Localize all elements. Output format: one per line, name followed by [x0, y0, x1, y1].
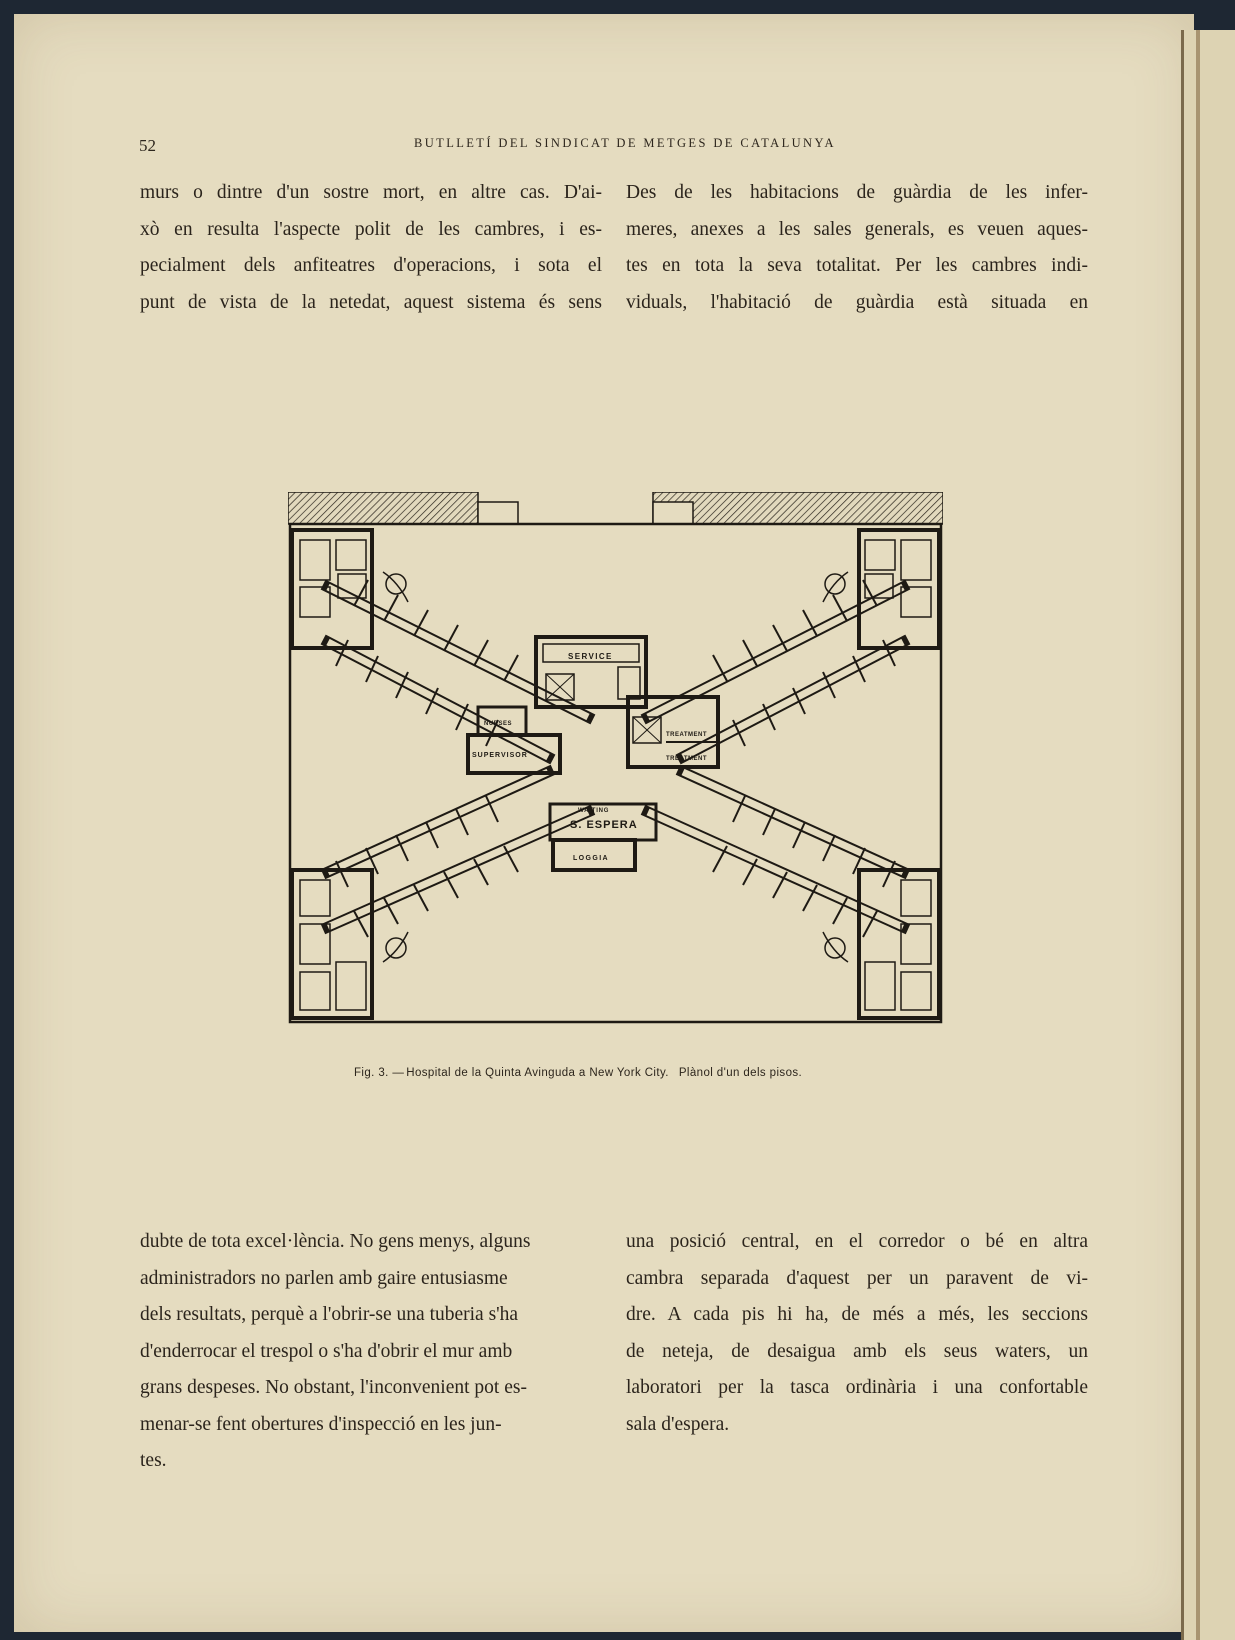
text-line: tes en tota la seva totalitat. Per les cambres indi-	[626, 255, 1088, 276]
label-loggia: LOGGIA	[573, 855, 610, 862]
entrance-notch	[478, 502, 518, 524]
page-number: 52	[139, 136, 156, 155]
street-strip-left	[288, 492, 478, 524]
text-line: dels resultats, perquè a l'obrir-se una tuberia s'ha	[140, 1304, 519, 1325]
label-waiting: WAITING	[578, 808, 610, 814]
text-line: xò en resulta l'aspecte polit de les cambres, i es-	[140, 218, 602, 240]
text-line: dre. A cada pis hi ha, de més a més, les seccions	[626, 1304, 1088, 1325]
facing-page-edge	[1181, 30, 1235, 1640]
label-treatment-2: TREATMENT	[666, 756, 708, 762]
text-line: laboratori per la tasca ordinària i una confortable	[626, 1377, 1088, 1398]
pavilion-details	[300, 540, 931, 1010]
text-line: Des de les habitacions de guàrdia de les infer-	[626, 182, 1088, 203]
text-line: meres, anexes a les sales generals, es veuen aques-	[626, 218, 1088, 240]
text-line: grans despeses. No obstant, l'inconvenient pot es-	[140, 1377, 527, 1398]
text-line: tes.	[140, 1450, 167, 1471]
entrance-notch	[653, 502, 693, 524]
label-nurses: NURSES	[484, 721, 513, 727]
caption-number: Fig. 3. —	[354, 1067, 405, 1079]
journal-title: BUTLLETÍ DEL SINDICAT DE METGES DE CATALUNYA	[414, 136, 836, 150]
text-line: pecialment dels anfiteatres d'operacions, i sota el	[140, 255, 602, 276]
label-sala-espera: S. ESPERA	[570, 819, 638, 831]
hospital-floor-plan	[288, 492, 943, 1024]
binding-edge	[1196, 30, 1200, 1640]
text-line: sala d'espera.	[626, 1413, 730, 1435]
text-column-bottom-right	[626, 1224, 1088, 1443]
text-line: murs o dintre d'un sostre mort, en altre cas. D'ai-	[140, 182, 602, 203]
label-treatment-1: TREATMENT	[666, 732, 708, 738]
floor-plan-drawing	[288, 492, 943, 1024]
caption-text: Hospital de la Quinta Avinguda a New York City.	[406, 1067, 669, 1079]
text-line: menar-se fent obertures d'inspecció en les jun-	[140, 1413, 502, 1435]
text-line: administradors no parlen amb gaire entusiasme	[140, 1267, 508, 1289]
caption-note: Plànol d'un dels pisos.	[678, 1067, 803, 1079]
text-line: una posició central, en el corredor o bé en altra	[626, 1231, 1088, 1252]
street-strip-right	[653, 492, 943, 524]
label-supervisor: SUPERVISOR	[472, 752, 528, 759]
text-line: punt de vista de la netedat, aquest sistema és sens	[140, 291, 602, 313]
book-page	[14, 14, 1194, 1632]
label-service: SERVICE	[568, 652, 613, 661]
text-line: d'enderrocar el trespol o s'ha d'obrir el mur amb	[140, 1340, 513, 1362]
text-line: dubte de tota excel·lència. No gens menys, alguns	[140, 1231, 531, 1252]
corner-pavilions	[292, 530, 939, 1018]
text-line: cambra separada d'aquest per un paravent de vi-	[626, 1267, 1088, 1289]
figure-caption	[354, 1067, 802, 1079]
text-column-top-right	[626, 175, 1088, 321]
text-column-bottom-left	[140, 1224, 602, 1480]
text-line: viduals, l'habitació de guàrdia està situada en	[626, 291, 1088, 313]
text-column-top-left	[140, 175, 602, 321]
text-line: de neteja, de desaigua amb els seus waters, un	[626, 1340, 1088, 1362]
lot-boundary	[290, 524, 941, 1022]
